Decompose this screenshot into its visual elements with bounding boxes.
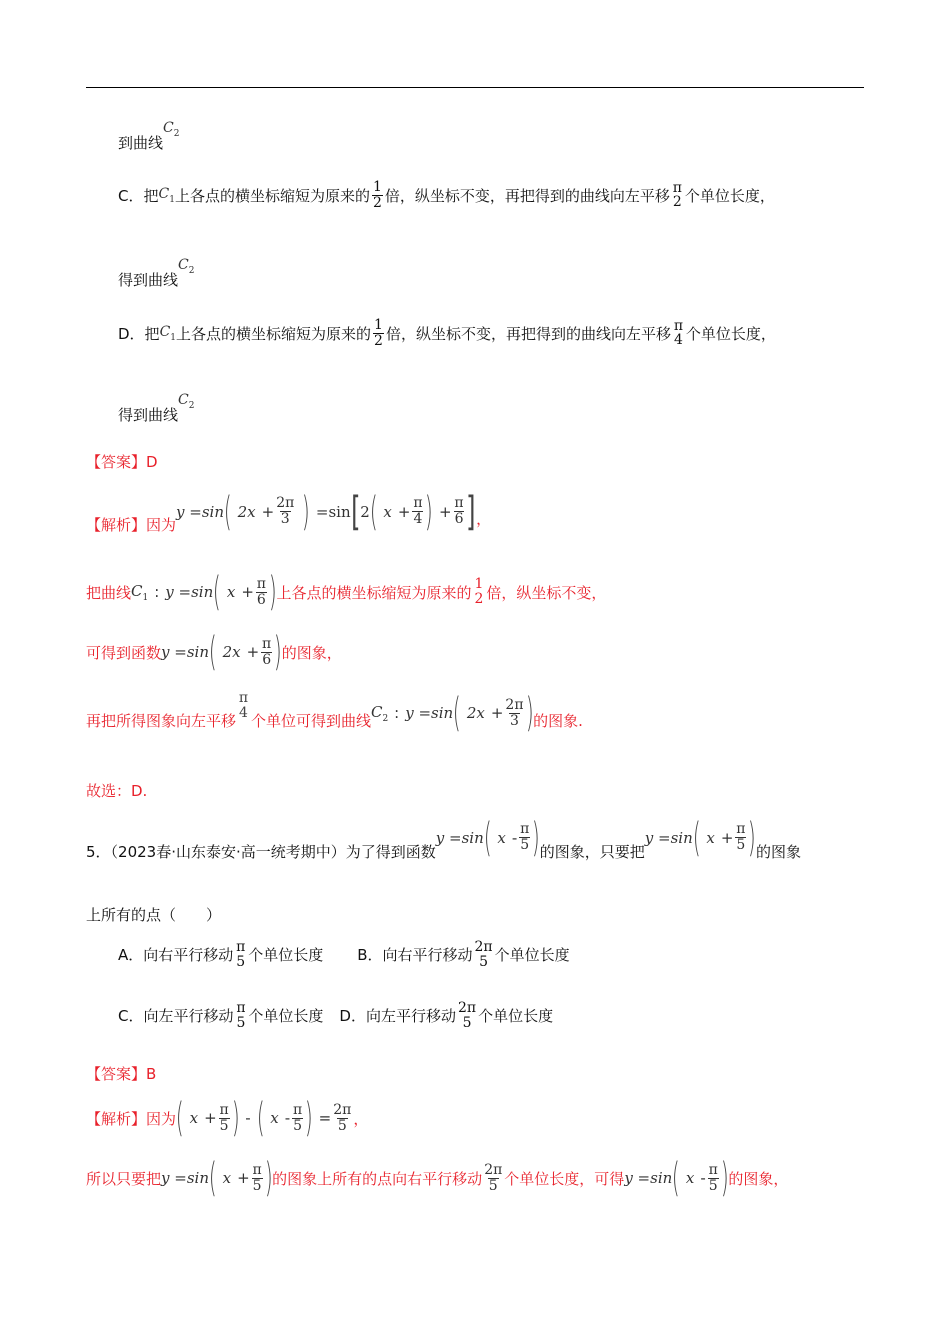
option-text: 倍，纵坐标不变，再把得到的曲线向左平移	[385, 324, 671, 343]
analysis-text: 把曲线	[86, 583, 132, 602]
fraction-pi-over-4: π 4	[673, 317, 684, 349]
fraction-one-half: $\frac{1}{2}$	[372, 179, 382, 211]
fraction-2pi-over-5: $\frac{2\pi}{5}$	[484, 1161, 503, 1194]
equation-final-source: y =sin ( x + $\frac{\pi}{5}$ )	[161, 1155, 273, 1201]
header-rule	[86, 87, 864, 88]
option-c-text: 个单位长度	[248, 1007, 324, 1026]
c2-symbol: $C_2$	[178, 392, 195, 411]
question-5	[86, 813, 801, 862]
analysis-step-1	[86, 569, 607, 615]
analysis-text: 的图象.	[533, 711, 583, 730]
option-text: 上各点的横坐标缩短为原来的	[174, 186, 370, 205]
option-a-text: A．向右平行移动	[118, 946, 234, 965]
analysis-label: 【解析】因为	[86, 1109, 177, 1128]
c1-symbol: $C_1$	[158, 185, 175, 205]
option-text: 个单位长度，	[684, 186, 775, 205]
analysis-final	[86, 1155, 789, 1201]
analysis-2	[86, 1095, 369, 1141]
option-text: 到曲线	[118, 134, 164, 152]
option-d-label: D．把	[118, 324, 160, 343]
punctuation: ，	[353, 1109, 369, 1128]
options-a-b	[118, 940, 570, 969]
equation-target: y =sin ( x - $\frac{\pi}{5}$ )	[435, 814, 540, 861]
question-text: 的图象	[755, 843, 801, 861]
option-b-text: B．向右平行移动	[357, 946, 473, 965]
fraction-pi-over-5: π 5	[236, 1000, 246, 1031]
answer-2	[86, 1063, 156, 1084]
question-text: 的图象，只要把	[539, 843, 645, 861]
option-text: 得到曲线	[118, 406, 179, 424]
c2-symbol: $C_2$	[163, 120, 180, 139]
analysis-label: 【解析】因为	[86, 516, 177, 534]
options-c-d	[118, 1001, 553, 1030]
choose-1	[86, 780, 147, 801]
option-c	[118, 180, 775, 210]
analysis-step-2	[86, 629, 342, 675]
analysis-text: 的图象，	[281, 643, 342, 662]
option-c-text: C．向左平行移动	[118, 1007, 234, 1026]
answer-text: 【答案】B	[86, 1065, 157, 1083]
fraction-pi-over-5: π 5	[236, 939, 246, 970]
option-d-text: 个单位长度	[478, 1007, 554, 1026]
punctuation: ，	[476, 510, 492, 528]
analysis-text: 的图象，	[728, 1169, 789, 1188]
analysis-step-3	[86, 690, 583, 736]
choose-text: 故选：D.	[86, 782, 148, 800]
option-d	[118, 318, 776, 348]
analysis-text: 个单位可得到曲线	[250, 711, 371, 730]
option-b-text: 个单位长度	[494, 946, 570, 965]
question-text: 5．（2023春·山东泰安·高一统考期中）为了得到函数	[86, 843, 436, 861]
option-d-continuation	[118, 390, 194, 425]
option-c-label: C．把	[118, 186, 159, 205]
option-c-continuation	[118, 255, 194, 290]
option-text: 上各点的横坐标缩短为原来的	[176, 324, 372, 343]
option-d-text: D．向左平行移动	[339, 1007, 456, 1026]
option-b-continuation	[118, 118, 179, 153]
option-text: 得到曲线	[118, 271, 179, 289]
analysis-text: 上各点的横坐标缩短为原来的	[276, 583, 472, 602]
question-5-continuation	[86, 904, 221, 925]
fraction-one-half: $\frac{1}{2}$	[374, 317, 383, 349]
equation-source: y =sin ( x + $\frac{\pi}{5}$ )	[644, 814, 757, 861]
analysis-text: 的图象上所有的点向右平行移动	[272, 1169, 483, 1188]
analysis-text: 所以只要把	[86, 1169, 162, 1188]
fraction-pi-over-2: π 2	[672, 179, 682, 211]
option-text: 个单位长度，	[685, 324, 776, 343]
equation-c1: $C_1$ : y =sin ( x + $\frac{\pi}{6}$ )	[131, 569, 277, 615]
c1-symbol: $C_1$	[159, 323, 177, 343]
answer-1	[86, 451, 158, 472]
answer-text: 【答案】D	[86, 453, 158, 471]
analysis-text: 再把所得图象向左平移	[86, 711, 237, 730]
equation-final-target: y =sin ( x - $\frac{\pi}{5}$ )	[624, 1155, 729, 1201]
fraction-one-half: 1 2	[474, 576, 484, 607]
option-text: 倍，纵坐标不变，再把得到的曲线向左平移	[384, 186, 670, 205]
c2-symbol: $C_2$	[178, 257, 195, 276]
equation-step-2: y =sin ( 2x + $\frac{\pi}{6}$ )	[161, 629, 282, 675]
option-a-text: 个单位长度	[248, 946, 324, 965]
analysis-text: 个单位长度，可得	[504, 1169, 625, 1188]
equation-c2: $C_2$ : y =sin ( 2x + $\frac{2\pi}{3}$ )	[370, 690, 534, 736]
fraction-2pi-over-5: 2π 5	[474, 939, 493, 970]
equation-analysis-2: ( x + $\frac{\pi}{5}$ ) - ( x - $\frac{\pi}{5}$ ) = $\frac{2\pi}{5}$	[175, 1095, 352, 1141]
analysis-text: 倍，纵坐标不变，	[486, 583, 607, 602]
equation-analysis-1: y =sin ( 2x + $\frac{2\pi}{3}$ ) =sin [ 2 ( x + $\frac{\pi}{4}$ ) + $\frac{\pi}{6}$ ]	[176, 488, 476, 535]
analysis-text: 可得到函数	[86, 643, 162, 662]
fraction-pi-over-4: π 4	[238, 690, 249, 721]
analysis-1	[86, 488, 491, 535]
question-text: 上所有的点（ ）	[86, 906, 222, 924]
fraction-2pi-over-5: 2π 5	[457, 1000, 477, 1031]
